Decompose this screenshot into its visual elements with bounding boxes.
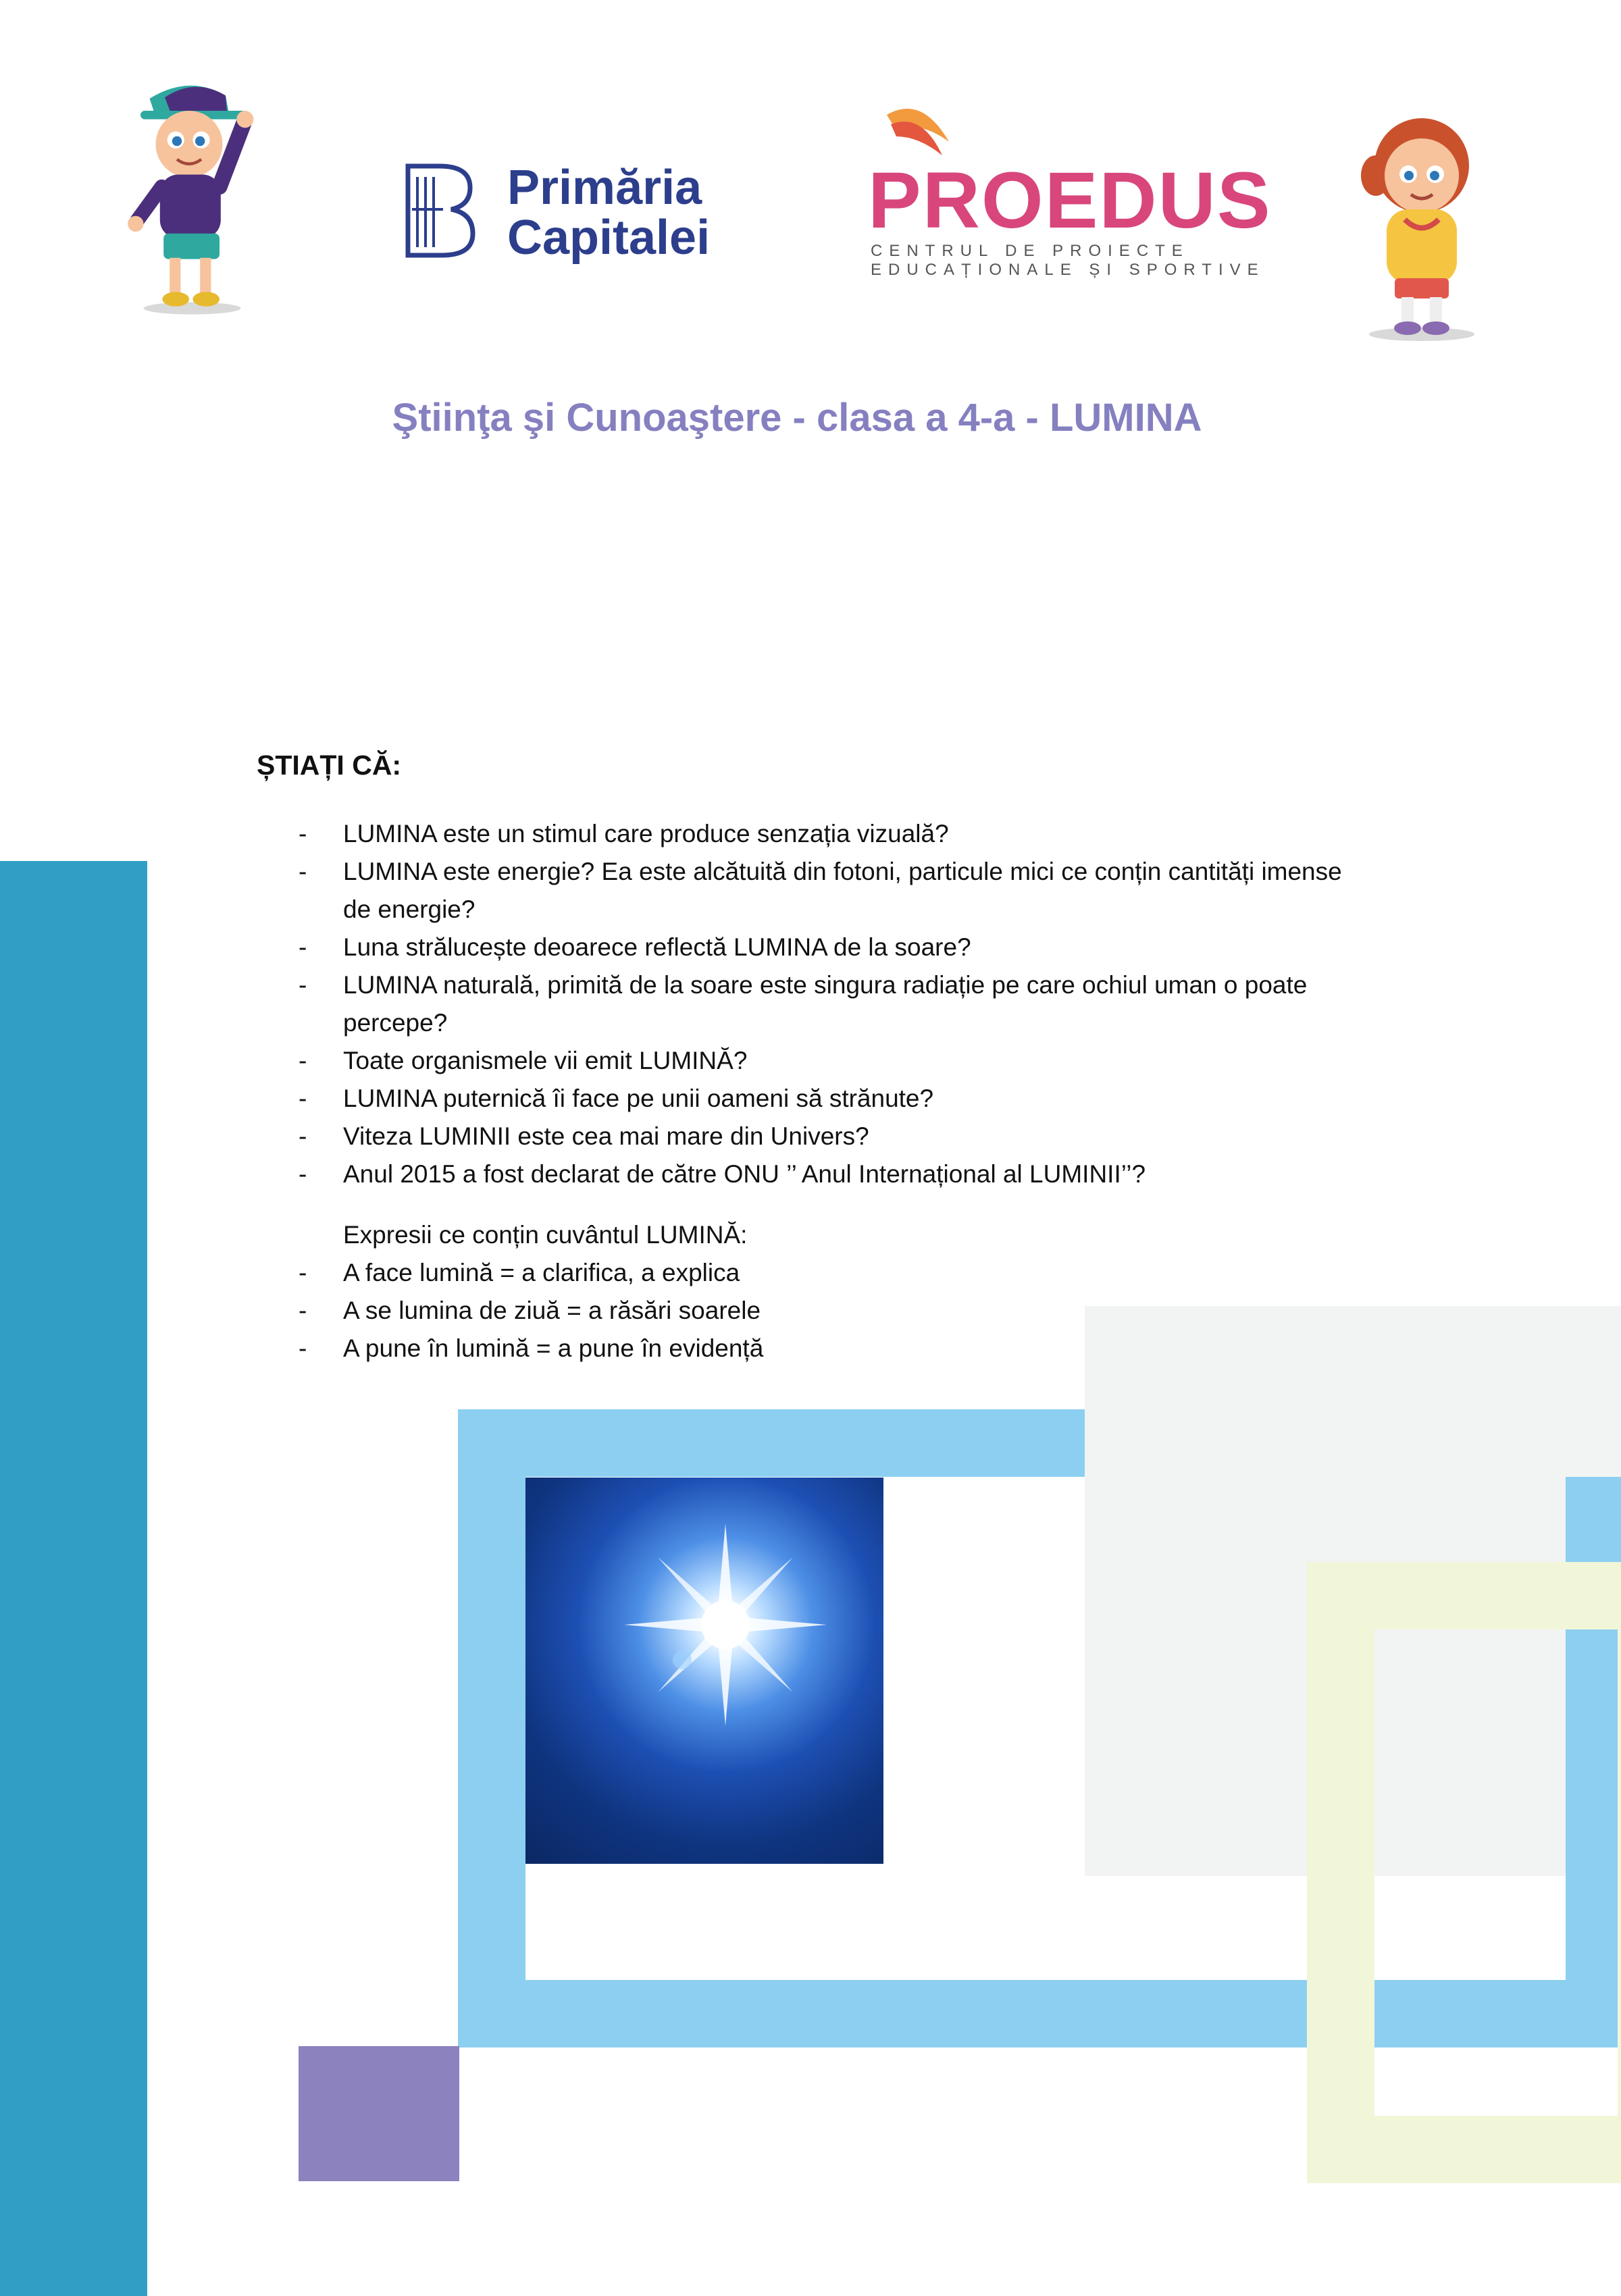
purple-decor-square: [299, 2046, 459, 2181]
list-item: [257, 1330, 1351, 1367]
proedus-subtitle-line2: EDUCAȚIONALE ȘI SPORTIVE: [871, 261, 1265, 279]
fact-text: Toate organismele vii emit LUMINĂ?: [343, 1047, 748, 1074]
facts-list: [257, 815, 1351, 1193]
list-item: [257, 815, 1351, 853]
list-item: [257, 966, 1351, 1042]
dash-bullet: -: [299, 1085, 307, 1112]
list-item: [257, 1254, 1351, 1292]
yellow-decor-frame: [1307, 1562, 1621, 2183]
expression-text: A pune în lumină = a pune în evidență: [343, 1334, 764, 1362]
list-item: [257, 1292, 1351, 1330]
sun-light-photo: [525, 1478, 883, 1864]
primaria-name-line2: Capitalei: [507, 211, 711, 265]
dash-bullet: -: [299, 933, 307, 961]
primaria-building-icon: [403, 163, 477, 258]
expression-text: A se lumina de ziuă = a răsări soarele: [343, 1297, 761, 1324]
dash-bullet: -: [299, 1160, 307, 1188]
left-accent-bar: [0, 861, 147, 2296]
proedus-wordmark: PROEDUS: [868, 156, 1272, 245]
list-item: [257, 853, 1351, 929]
dash-bullet: -: [299, 971, 307, 999]
expressions-list: [257, 1254, 1351, 1367]
grey-decor-overlap: [1085, 1409, 1621, 1477]
fact-text: LUMINA puternică îi face pe unii oameni să strănute?: [343, 1085, 934, 1112]
proedus-subtitle-line1: CENTRUL DE PROIECTE: [871, 242, 1189, 260]
girl-mascot-icon: [1354, 101, 1489, 344]
fact-text: LUMINA este un stimul care produce senzația vizuală?: [343, 820, 949, 847]
fact-text: LUMINA naturală, primită de la soare este singura radiație pe care ochiul uman o poate percepe?: [343, 971, 1308, 1037]
fact-text: LUMINA este energie? Ea este alcătuită din fotoni, particule mici ce conțin cantități imense de energie?: [343, 858, 1342, 923]
list-item: [257, 1042, 1351, 1080]
dash-bullet: -: [299, 858, 307, 885]
list-item: [257, 1080, 1351, 1118]
list-item: [257, 929, 1351, 966]
boy-mascot-icon: [122, 74, 257, 317]
expressions-heading: Expresii ce conțin cuvântul LUMINĂ:: [343, 1221, 748, 1249]
dash-bullet: -: [299, 1047, 307, 1074]
list-item: [257, 1155, 1351, 1193]
primaria-capitalei-logo: [403, 163, 740, 265]
fact-text: Anul 2015 a fost declarat de către ONU ’’ Anul Internațional al LUMINII’’?: [343, 1160, 1146, 1188]
sun-star-icon: [525, 1478, 883, 1864]
main-content: [257, 750, 1351, 1367]
list-item: [257, 1118, 1351, 1155]
dash-bullet: -: [299, 820, 307, 847]
dash-bullet: -: [299, 1297, 307, 1324]
dash-bullet: -: [299, 1334, 307, 1362]
page-title: Ştiinţa şi Cunoaştere - clasa a 4-a - LUMINA: [392, 396, 1202, 440]
section-heading: ȘTIAȚI CĂ:: [257, 750, 402, 781]
fact-text: Viteza LUMINII este cea mai mare din Univers?: [343, 1122, 869, 1150]
dash-bullet: -: [299, 1122, 307, 1150]
dash-bullet: -: [299, 1259, 307, 1286]
proedus-logo: [868, 101, 1272, 279]
header: [0, 0, 1621, 351]
expression-text: A face lumină = a clarifica, a explica: [343, 1259, 740, 1286]
fact-text: Luna strălucește deoarece reflectă LUMINA de la soare?: [343, 933, 971, 961]
primaria-name-line1: Primăria: [507, 161, 702, 215]
